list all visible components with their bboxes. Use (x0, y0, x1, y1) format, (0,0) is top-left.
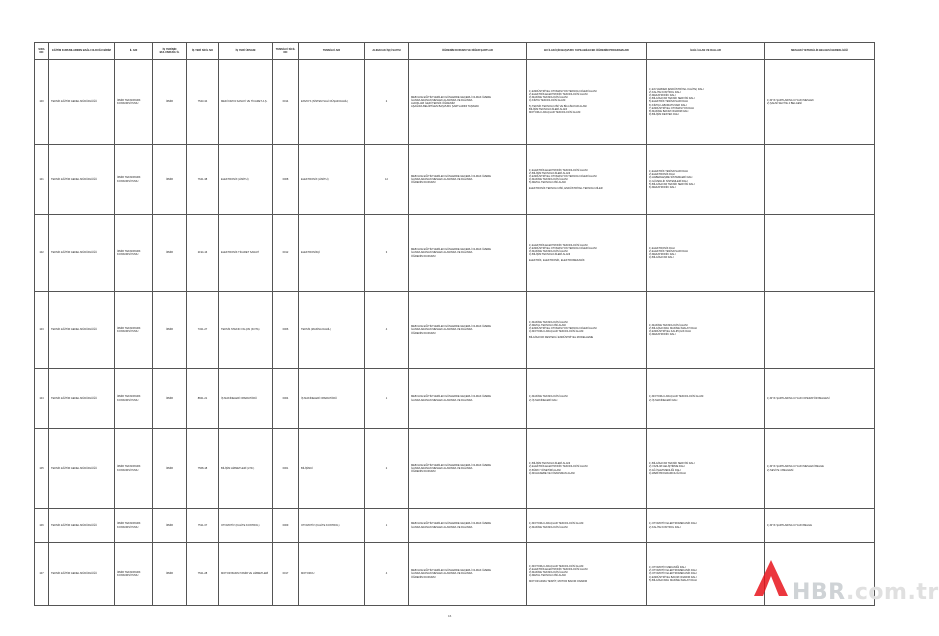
row-count: 1 (365, 369, 409, 429)
table-body (35, 60, 875, 606)
row-rep: ELEKTRONİX (LİMİTLİ) (299, 145, 365, 215)
row-fields: 1) OTOMOTİV MEKANİĞİ DALI 2) OTOMOTİV ELEKTROMEKANİK DALI 3) OTOMOTİV ELEKTROMEKANİK DALI 4) ENDÜSTRİYEL BAKIM ONARIM DALI 5) BİLGİSAYARLI MAKİNE İMALATI DALI (647, 543, 765, 606)
row-city: İZMİR TEKNOPARK KONSORSİYUMU (115, 60, 153, 145)
row-programs: 1) MAKİNE TEKNOLOJİSİ ALANI 2) METAL TEKNOLOJİSİ ALANI 3) ENDÜSTRİYEL OTOMASYON TEKNOLOJİLERİ ALANI 4) MOTORLU ARAÇLAR TEKNOLOJİSİ ALANI BİLGİSAYAR DESTEKLİ ENDÜSTRİYEL MODELLEME (527, 292, 647, 369)
row-count: 2 (365, 60, 409, 145)
row-workplace-city: İZMİR (153, 543, 187, 606)
row-conditions: MEB ILKE EĞİTİM VERİLEN GÜNLERDE GEÇERLİ OLMAK ÜZERE İLANDA ARANAN MESLEK ALANINDA VE DALINDA ALDIKLARI İLERİ TEKNİK ÖĞRENİM AŞAĞIDA BELİRTİLEN BAŞVURU ŞARTLARINI TAŞIMAK (409, 60, 527, 145)
row-workplace-city: İZMİR (153, 145, 187, 215)
row-conditions: MEB ILKE EĞİTİM VERİLEN GÜNLERDE GEÇERLİ OLMAK ÜZERE İLANDA ARANAN MESLEK ALANINDA VE DALINDA ÖĞRENİM DURUMU (409, 543, 527, 606)
row-city: İZMİR TEKNOPARK KONSORSİYUMU (115, 543, 153, 606)
row-sicil: 7568-18 (187, 429, 219, 509)
row-count: 4 (365, 292, 409, 369)
row-programs: 1) MOTORLU ARAÇLAR TEKNOLOJİSİ ALANI 2) ELEKTRİK-ELEKTRONİK TEKNOLOJİSİ ALANI 3) MAKİNE TEKNOLOJİSİ ALANI 4) METAL TEKNOLOJİSİ ALANI MOTOR ARIZA TESPİT, MOTOR BAKIM ONARIM (527, 543, 647, 606)
row-title: TEKSİS STEKIN YALÇIN (KOTA) (219, 292, 273, 369)
row-no: 102 (35, 215, 49, 292)
row-workplace-city: İZMİR (153, 60, 187, 145)
watermark-suffix: .com.tr (846, 580, 939, 605)
table-header-row (35, 43, 875, 60)
header-conditions: ÖĞRENİM DURUMU VE DİĞER ŞARTLAR (409, 43, 527, 60)
row-conditions: MEB ILKE EĞİTİM VERİLEN GÜNLERDE GEÇERLİ OLMAK ÜZERE İLANDA ARANAN MESLEK ALANINDA VE DALINDA ÖĞRENİM DURUMU (409, 215, 527, 292)
row-sicil: 8841-21 (187, 369, 219, 429)
row-programs: 1) ELEKTRİK-ELEKTRONİK TEKNOLOJİSİ ALANI 2) ENDÜSTRİYEL OTOMASYON TEKNOLOJİLERİ ALANI 3) MAKİNE TEKNOLOJİSİ ALANI 4) BİLİŞİM TEKNOLOJİLERİ ALANI ELEKTRİK, ELEKTRONİK, ELEKTROMEKANİK (527, 215, 647, 292)
row-fields: 1) MOTORLU ARAÇLAR TEKNOLOJİSİ ALANI 2) İŞ MAKİNELERİ DALI (647, 369, 765, 429)
row-programs: 1) MOTORLU ARAÇLAR TEKNOLOJİSİ ALANI 2) MAKİNE TEKNOLOJİSİ ALANI (527, 509, 647, 543)
table-row (35, 292, 875, 369)
row-count: 1 (365, 509, 409, 543)
row-no: 101 (35, 145, 49, 215)
header-sicil: İŞ YERİ SİCİL NO (187, 43, 219, 60)
row-unit: TEKNİK EĞİTİM GENEL MÜDÜRLÜĞÜ (49, 543, 115, 606)
row-unit: TEKNİK EĞİTİM GENEL MÜDÜRLÜĞÜ (49, 60, 115, 145)
row-conditions: MEB ILKE EĞİTİM VERİLEN GÜNLERDE GEÇERLİ OLMAK ÜZERE İLANDA ARANAN MESLEK ALANINDA VE DALINDA ÖĞRENİM DURUMU (409, 145, 527, 215)
a-logo-icon (748, 556, 794, 602)
row-rep-no: 0014 (273, 60, 299, 145)
table-row (35, 509, 875, 543)
document-page (34, 42, 874, 606)
watermark-hbr: HBR (792, 580, 847, 605)
row-rep: ELEKTRONİKÇİ (299, 215, 365, 292)
table-row (35, 429, 875, 509)
row-certificate: 1) MYK ŞARTLARINA UYGUN MESLEKİ BELGE 2) SEVİYE 4 BELGESİ (765, 429, 875, 509)
header-rep-no: TEMSİLCİ SİCİL NO (273, 43, 299, 60)
row-unit: TEKNİK EĞİTİM GENEL MÜDÜRLÜĞÜ (49, 215, 115, 292)
row-conditions: MEB ILKE EĞİTİM VERİLEN GÜNLERDE GEÇERLİ OLMAK ÜZERE İLANDA ARANAN MESLEK ALANINDA VE DALINDA ÖĞRENİM DURUMU (409, 429, 527, 509)
row-workplace-city: İZMİR (153, 292, 187, 369)
row-rep-no: 0017 (273, 543, 299, 606)
row-no: 105 (35, 429, 49, 509)
row-fields: 1) ELEKTRİK TESİSATLARI DALI 2) ELEKTRONİK DALI 3) HABERLEŞME SİSTEMLERİ DALI 4) GÜVENLİK SİSTEMLERİ DALI 5) BİLGİSAYAR TEKNİK SERVİSİ DALI 6) MEKATRONİK DALI (647, 145, 765, 215)
row-unit: TEKNİK EĞİTİM GENEL MÜDÜRLÜĞÜ (49, 509, 115, 543)
row-certificate (765, 292, 875, 369)
table-row (35, 215, 875, 292)
row-no: 107 (35, 543, 49, 606)
header-certificate: MESLEKİ YETERLİLİK BELGESİ GEREKLİLİĞİ (765, 43, 875, 60)
row-unit: TEKNİK EĞİTİM GENEL MÜDÜRLÜĞÜ (49, 369, 115, 429)
row-rep: BİLİŞİMCİ (299, 429, 365, 509)
row-rep-no: 0004 (273, 369, 299, 429)
row-no: 103 (35, 292, 49, 369)
table-row (35, 145, 875, 215)
row-sicil: 7321-27 (187, 292, 219, 369)
header-fields: İLGİLİ ALAN VE DALLAR (647, 43, 765, 60)
row-fields: 1) OTOMOTİV ELEKTROMEKANİK DALI 2) KALİTE KONTROL DALI (647, 509, 765, 543)
job-listing-table (34, 42, 875, 606)
row-sicil: 7641-38 (187, 145, 219, 215)
header-rep: TEMSİLCİ ADI (299, 43, 365, 60)
row-count: 12 (365, 145, 409, 215)
row-programs: 1) ENDÜSTRİYEL OTOMASYON TEKNOLOJİLERİ ALANI 2) ELEKTRİK-ELEKTRONİK TEKNOLOJİSİ ALANI 3) MAKİNE TEKNOLOJİSİ ALANI 4) KİMYA TEKNOLOJİSİ ALANI 5) TEKNİK TEKNOLOJİSİ VE BİLGİSAYAR ALANI BİLİŞİM TEKNOLOJİLERİ ALANI MOTORLU ARAÇLAR TEKNOLOJİSİ ALANI (527, 60, 647, 145)
row-certificate (765, 215, 875, 292)
row-certificate: 1) MYK ŞARTLARINA UYGUN OPERATÖR BELGESİ (765, 369, 875, 429)
row-rep: OTOMOTİV (KALİTE KONTROL) (299, 509, 365, 543)
header-unit: EĞİTİM KURUMLARININ BAĞLI OLDUĞU BİRİM (49, 43, 115, 60)
row-sicil: 7521-28 (187, 543, 219, 606)
row-title: ELEKTRONİX (LİMİTLİ) (219, 145, 273, 215)
row-rep-no: 0006 (273, 292, 299, 369)
row-no: 106 (35, 509, 49, 543)
row-city: İZMİR TEKNOPARK KONSORSİYUMU (115, 509, 153, 543)
row-rep: İŞ MAKİNELERİ OPERATÖRÜ (299, 369, 365, 429)
row-title: ELEKTRONİK TİCARET SANAYİ (219, 215, 273, 292)
row-rep: ENVIO'S (SİSTEM SALİ DÜŞAR.DAHİL) (299, 60, 365, 145)
row-title: İŞ MAKİNELERİ OPERATÖRÜ (219, 369, 273, 429)
hbr-watermark (748, 556, 939, 612)
row-workplace-city: İZMİR (153, 369, 187, 429)
row-title: OTOMOTİV (KALİTE KONTROL) (219, 509, 273, 543)
row-rep-no: 0008 (273, 145, 299, 215)
row-fields: 1) ELEKTRONİK DALI 2) ELEKTRİK TESİSATLARI DALI 3) MEKATRONİK DALI 4) BİLGİSAYAR DALI (647, 215, 765, 292)
row-city: İZMİR TEKNOPARK KONSORSİYUMU (115, 292, 153, 369)
row-unit: TEKNİK EĞİTİM GENEL MÜDÜRLÜĞÜ (49, 292, 115, 369)
row-title: MOTOR BAKIM TAMİR VE HİZMETLERİ (219, 543, 273, 606)
row-title: MEDİ KIMYA SANAYİ VE TİCARET A.Ş. (219, 60, 273, 145)
row-fields: 1) BİLGİSAYAR TEKNİK SERVİSİ DALI 2) YAZILIM GELİŞTİRME DALI 3) AĞ İŞLETMENLİĞİ DALI 4) WEB PROGRAMCILIĞI DALI (647, 429, 765, 509)
row-conditions: MEB ILKE EĞİTİM VERİLEN GÜNLERDE GEÇERLİ OLMAK ÜZERE İLANDA ARANAN MESLEK ALANINDA VE DALINDA (409, 369, 527, 429)
row-city: İZMİR TEKNOPARK KONSORSİYUMU (115, 145, 153, 215)
row-city: İZMİR TEKNOPARK KONSORSİYUMU (115, 429, 153, 509)
table-row (35, 60, 875, 145)
row-programs: 1) MAKİNE TEKNOLOJİSİ ALANI 2) İŞ MAKİNELERİ DALI (527, 369, 647, 429)
row-count: 3 (365, 215, 409, 292)
row-programs: 1) BİLİŞİM TEKNOLOJİLERİ ALANI 2) ELEKTRİK-ELEKTRONİK TEKNOLOJİSİ ALANI 3) BÜRO YÖNETİMİ ALANI 4) MUHASEBE VE FİNANSMAN ALANI (527, 429, 647, 509)
row-no: 104 (35, 369, 49, 429)
row-city: İZMİR TEKNOPARK KONSORSİYUMU (115, 369, 153, 429)
header-count: ALINACAK İŞÇİ SAYISI (365, 43, 409, 60)
header-title: İŞ YERİ ÜNVANI (219, 43, 273, 60)
row-certificate (765, 145, 875, 215)
table-row (35, 369, 875, 429)
row-programs: 1) ELEKTRİK-ELEKTRONİK TEKNOLOJİSİ ALANI 2) BİLİŞİM TEKNOLOJİLERİ ALANI 3) ENDÜSTRİYEL OTOMASYON TEKNOLOJİLERİ ALANI 4) MAKİNE TEKNOLOJİSİ ALANI 5) METAL TEKNOLOJİSİ ALANI ELEKTRONİK TEKNOLOJİSİ, ENDÜSTRİYEL TEKNOLOJİLER (527, 145, 647, 215)
row-count: 2 (365, 429, 409, 509)
row-workplace-city: İZMİR (153, 215, 187, 292)
row-rep: MOTORCU (299, 543, 365, 606)
row-sicil: 7511-37 (187, 509, 219, 543)
header-sira-no: SIRA NO (35, 43, 49, 60)
row-certificate: 1) MYK ŞARTLARINA UYGUN BELGE (765, 509, 875, 543)
row-fields: 1) EN VARDER (ENDÜSTRİYEL KALİTE) DALI 2) KALİTE KONTROL DALI 3) MEKATRONİK DALI 4) BİLGİSAYAR TEKNİK SERVİSİ DALI 5) ELEKTRİK TESİSATLARI DALI 6) KİMYA LABORATUVARI DALI 7) ENDÜSTRİYEL OTOMASYON DALI 8) MAKİNE BAKIM ONARIM DALI 9) BİLİŞİM DESTEK DALI (647, 60, 765, 145)
row-conditions: MEB ILKE EĞİTİM VERİLEN GÜNLERDE GEÇERLİ OLMAK ÜZERE İLANDA ARANAN MESLEK ALANINDA VE DALINDA ÖĞRENİM DURUMU (409, 292, 527, 369)
row-count: 4 (365, 543, 409, 606)
row-workplace-city: İZMİR (153, 429, 187, 509)
header-programs: BU İLAN İÇİN BAŞVURU YAPILABİLECEK ÖĞRENİM PROGRAMLARI (527, 43, 647, 60)
row-workplace-city: İZMİR (153, 509, 187, 543)
row-conditions: MEB ILKE EĞİTİM VERİLEN GÜNLERDE GEÇERLİ OLMAK ÜZERE İLANDA ARANAN MESLEK ALANINDA VE DALINDA (409, 509, 527, 543)
row-rep: TEKSİS (MAKİNA DAHİL) (299, 292, 365, 369)
row-fields: 1) MAKİNE TEKNOLOJİSİ ALANI 2) BİLGİSAYARLI MAKİNE İMALATI DALI 3) ENDÜSTRİYEL KALIPÇILIK DALI 4) MEKATRONİK DALI (647, 292, 765, 369)
row-certificate: 1) MYK ŞARTLARINA UYGUN MESLEK 2) ŞAHSİ SEVİYE 4 BELGESİ (765, 60, 875, 145)
row-rep-no: 0001 (273, 429, 299, 509)
row-unit: TEKNİK EĞİTİM GENEL MÜDÜRLÜĞÜ (49, 145, 115, 215)
header-workplace-city: İŞ YERİNİN BULUNDUĞU İL (153, 43, 187, 60)
row-rep-no: 0012 (273, 215, 299, 292)
row-title: BİLİŞİM HİZMETLERİ (LTD.) (219, 429, 273, 509)
row-city: İZMİR TEKNOPARK KONSORSİYUMU (115, 215, 153, 292)
row-sicil: 2194-16 (187, 215, 219, 292)
row-rep-no: 0009 (273, 509, 299, 543)
header-city: İL ADI (115, 43, 153, 60)
row-sicil: 7543-34 (187, 60, 219, 145)
page-number: 16 (448, 614, 452, 618)
row-no: 100 (35, 60, 49, 145)
row-unit: TEKNİK EĞİTİM GENEL MÜDÜRLÜĞÜ (49, 429, 115, 509)
